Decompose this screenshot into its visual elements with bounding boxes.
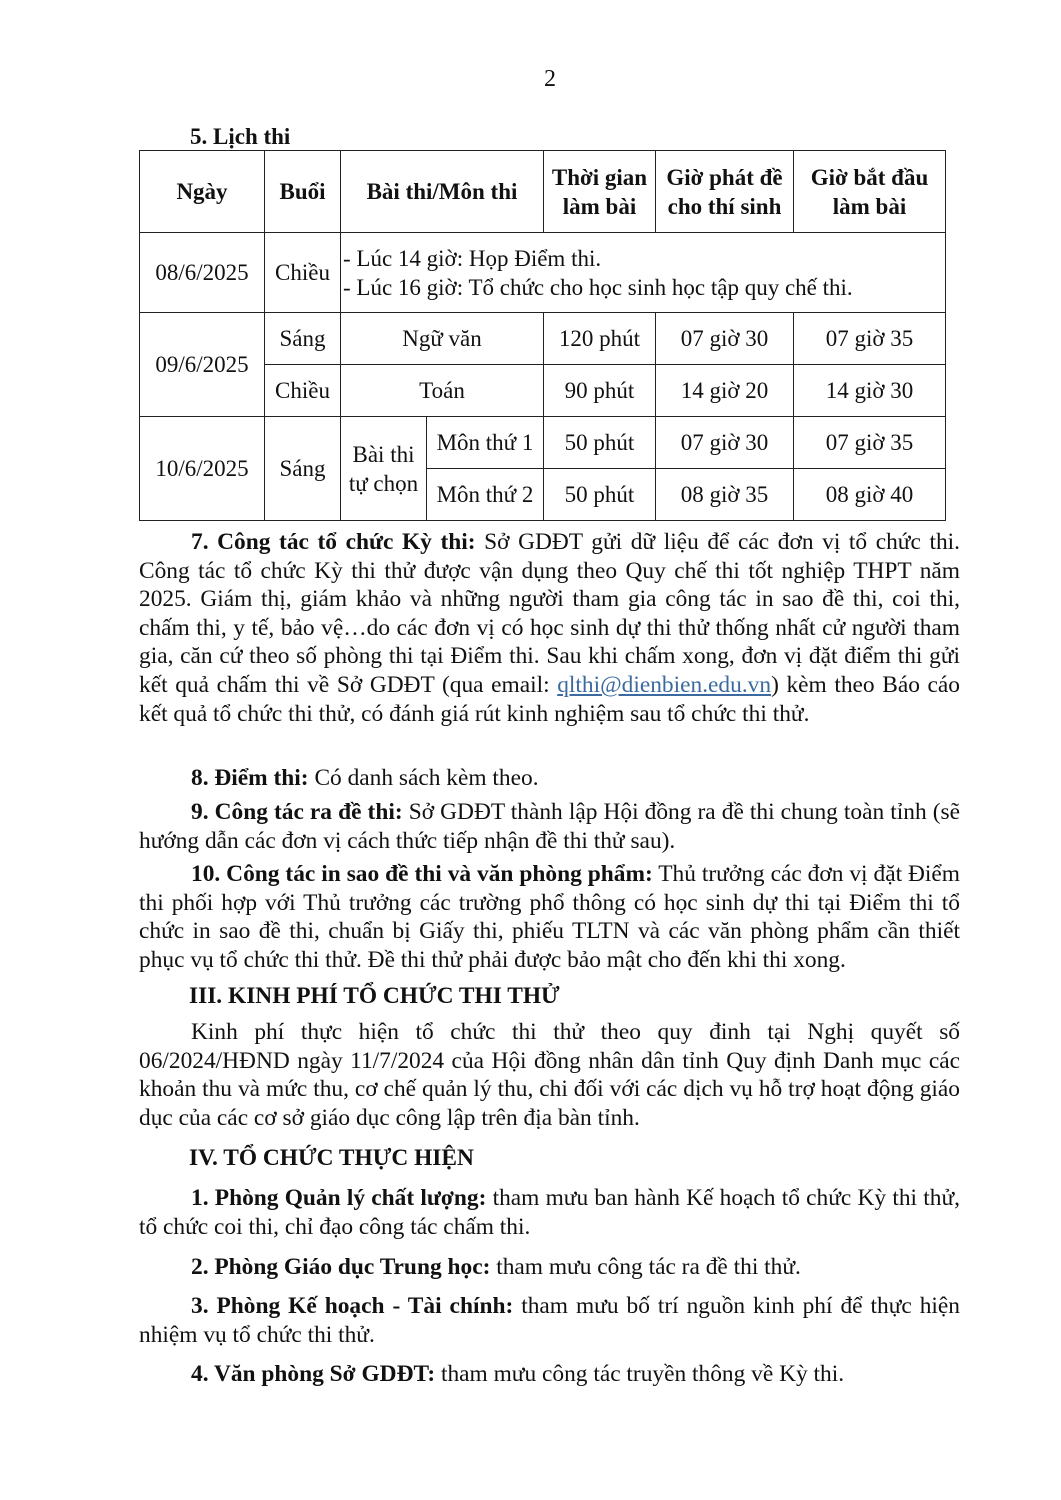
cell-buoi: Chiều: [265, 233, 341, 313]
paragraph: [139, 798, 960, 855]
cell-thoi-gian: 90 phút: [544, 365, 656, 417]
header-mon-thi: Bài thi/Môn thi: [341, 151, 544, 233]
paragraph-text: Sở GDĐT thành lập Hội đồng ra đề thi chung toàn tỉnh (sẽ hướng dẫn các đơn vị cách thức tiếp nhận đề thi thử sau).: [139, 799, 960, 854]
paragraph-label: 2. Phòng Giáo dục Trung học:: [191, 1254, 491, 1280]
paragraph: [139, 1253, 960, 1282]
section-8: [139, 764, 960, 793]
cell-gio-phat-de: 14 giờ 20: [656, 365, 794, 417]
paragraph-label: 4. Văn phòng Sở GDĐT:: [191, 1361, 436, 1387]
cell-gio-bat-dau: 08 giờ 40: [794, 469, 946, 521]
cell-group-bai-thi-tu-chon: Bài thi tự chọn: [341, 417, 427, 521]
header-thoi-gian: Thời gian làm bài: [544, 151, 656, 233]
cell-gio-phat-de: 07 giờ 30: [656, 313, 794, 365]
cell-buoi: Sáng: [265, 313, 341, 365]
cell-gio-bat-dau: 07 giờ 35: [794, 417, 946, 469]
paragraph-text: tham mưu công tác truyền thông về Kỳ thi.: [435, 1361, 845, 1387]
page-number: 2: [544, 66, 556, 92]
paragraph-text: Kinh phí thực hiện tổ chức thi thử theo quy đinh tại Nghị quyết số 06/2024/HĐND ngày 11/7/2024 của Hội đồng nhân dân tỉnh Quy định Danh mục các khoản thu và mức thu, cơ chế quản lý thu, chi đối với các dịch vụ hỗ trợ hoạt động giáo dục của các cơ sở giáo dục công lập trên địa bàn tỉnh.: [139, 1019, 960, 1131]
paragraph-label: 1. Phòng Quản lý chất lượng:: [191, 1185, 487, 1211]
cell-mon-thi: Môn thứ 1: [427, 417, 544, 469]
paragraph: [139, 1292, 960, 1349]
paragraph: [139, 1360, 960, 1389]
heading-to-chuc-thuc-hien: IV. TỔ CHỨC THỰC HIỆN: [189, 1145, 474, 1171]
section-iii-body: [139, 1018, 960, 1132]
cell-buoi: Sáng: [265, 417, 341, 521]
cell-gio-phat-de: 08 giờ 35: [656, 469, 794, 521]
cell-ngay: 09/6/2025: [140, 313, 265, 417]
header-ngay: Ngày: [140, 151, 265, 233]
section-iv-item-1: [139, 1184, 960, 1241]
table-row: [140, 313, 946, 365]
paragraph-text: Có danh sách kèm theo.: [308, 765, 539, 791]
section-7: [139, 528, 960, 728]
paragraph: [139, 1184, 960, 1241]
cell-thoi-gian: 120 phút: [544, 313, 656, 365]
paragraph-text: ) kèm theo Báo cáo kết quả tổ chức thi thử, có đánh giá rút kinh nghiệm sau tổ chức thi thử.: [139, 671, 960, 727]
section-iv-item-3: [139, 1292, 960, 1349]
cell-mon-thi: Môn thứ 2: [427, 469, 544, 521]
cell-ngay: 08/6/2025: [140, 233, 265, 313]
paragraph-text: tham mưu bố trí nguồn kinh phí để thực hiện nhiệm vụ tổ chức thi thử.: [139, 1293, 960, 1348]
paragraph-label: 7. Công tác tổ chức Kỳ thi:: [191, 529, 476, 555]
paragraph-text: tham mưu công tác ra đề thi thử.: [490, 1254, 801, 1280]
header-gio-bat-dau: Giờ bắt đầu làm bài: [794, 151, 946, 233]
cell-gio-bat-dau: 14 giờ 30: [794, 365, 946, 417]
cell-mon-thi: Toán: [341, 365, 544, 417]
paragraph-label: 10. Công tác in sao đề thi và văn phòng phẩm:: [191, 861, 653, 887]
section-9: [139, 798, 960, 855]
cell-buoi: Chiều: [265, 365, 341, 417]
header-buoi: Buổi: [265, 151, 341, 233]
section-iv-item-2: [139, 1253, 960, 1282]
cell-ngay: 10/6/2025: [140, 417, 265, 521]
exam-schedule-table: [139, 150, 946, 521]
paragraph: [139, 528, 960, 728]
section-title-schedule: 5. Lịch thi: [190, 124, 291, 149]
table-row: [140, 233, 946, 313]
heading-kinh-phi: III. KINH PHÍ TỔ CHỨC THI THỬ: [189, 983, 560, 1009]
paragraph: [139, 764, 960, 793]
paragraph-label: 3. Phòng Kế hoạch - Tài chính:: [191, 1293, 514, 1319]
cell-notes: [341, 233, 946, 313]
paragraph-label: 8. Điểm thi:: [191, 765, 309, 791]
cell-gio-phat-de: 07 giờ 30: [656, 417, 794, 469]
paragraph-text: Thủ trưởng các đơn vị đặt Điểm thi phối hợp với Thủ trưởng các trường phổ thông có học sinh dự thi tại Điểm thi tổ chức in sao đề thi, chuẩn bị Giấy thi, phiếu TLTN và các văn phòng phẩm cần thiết phục vụ tổ chức thi thử. Đề thi thử phải được bảo mật cho đến khi thi xong.: [139, 861, 960, 973]
paragraph: [139, 860, 960, 974]
email-link[interactable]: qlthi@dienbien.edu.vn: [557, 671, 772, 698]
cell-thoi-gian: 50 phút: [544, 417, 656, 469]
paragraph-text: Sở GDĐT gửi dữ liệu để các đơn vị tổ chức thi. Công tác tổ chức Kỳ thi thử được vận dụng theo Quy chế thi tốt nghiệp THPT năm 2025. Giám thị, giám khảo và những người tham gia công tác in sao đề thi, coi thi, chấm thi, y tế, bảo vệ…do các đơn vị có học sinh dự thi thử thống nhất cử người tham gia, căn cứ theo số phòng thi tại Điểm thi. Sau khi chấm xong, đơn vị đặt điểm thi gửi kết quả chấm thi về Sở GDĐT (qua email:: [139, 529, 960, 698]
cell-mon-thi: Ngữ văn: [341, 313, 544, 365]
cell-thoi-gian: 50 phút: [544, 469, 656, 521]
paragraph-text: tham mưu ban hành Kế hoạch tổ chức Kỳ thi thử, tổ chức coi thi, chỉ đạo công tác chấm thi.: [139, 1185, 960, 1240]
note-line: - Lúc 16 giờ: Tổ chức cho học sinh học tập quy chế thi.: [343, 274, 853, 300]
header-gio-phat-de: Giờ phát đề cho thí sinh: [656, 151, 794, 233]
table-header-row: [140, 151, 946, 233]
section-iv-item-4: [139, 1360, 960, 1389]
paragraph-label: 9. Công tác ra đề thi:: [191, 799, 403, 825]
cell-gio-bat-dau: 07 giờ 35: [794, 313, 946, 365]
section-10: [139, 860, 960, 974]
table-row: [140, 417, 946, 469]
note-line: - Lúc 14 giờ: Họp Điểm thi.: [343, 245, 602, 271]
